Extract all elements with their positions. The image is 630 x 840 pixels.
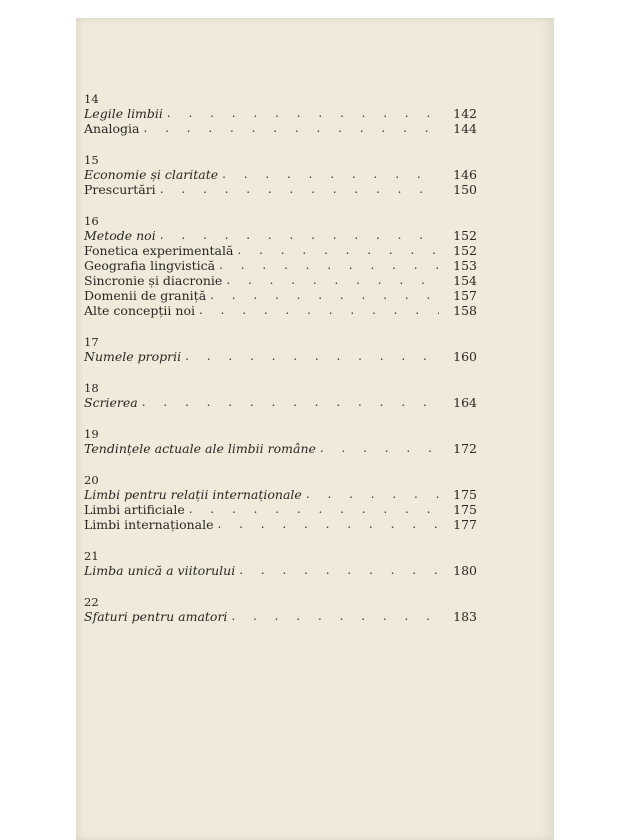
toc-entry bbox=[84, 441, 477, 456]
dot-leader bbox=[226, 273, 439, 288]
toc-section bbox=[84, 595, 477, 624]
section-number: 18 bbox=[84, 381, 99, 395]
toc-entry bbox=[84, 243, 477, 258]
section-number: 22 bbox=[84, 595, 99, 609]
entry-title: Limbi artificiale bbox=[84, 502, 185, 517]
toc-entry bbox=[84, 395, 477, 410]
toc-entry bbox=[84, 349, 477, 364]
dot-leader bbox=[210, 288, 439, 303]
dot-leader bbox=[160, 228, 439, 243]
section-number: 19 bbox=[84, 427, 99, 441]
dot-leader bbox=[306, 487, 439, 502]
toc-entry bbox=[84, 228, 477, 243]
toc-entry bbox=[84, 563, 477, 578]
entry-title: Limba unică a viitorului bbox=[84, 563, 236, 578]
dot-leader bbox=[189, 502, 439, 517]
entry-page-number: 157 bbox=[453, 288, 477, 303]
entry-page-number: 160 bbox=[453, 349, 477, 364]
section-number: 15 bbox=[84, 153, 99, 167]
entry-page-number: 175 bbox=[453, 487, 477, 502]
section-number: 21 bbox=[84, 549, 99, 563]
entry-page-number: 180 bbox=[453, 563, 477, 578]
toc-entry bbox=[84, 121, 477, 136]
entry-page-number: 175 bbox=[453, 502, 477, 517]
dot-leader bbox=[142, 395, 439, 410]
entry-page-number: 172 bbox=[453, 441, 477, 456]
toc-section bbox=[84, 427, 477, 456]
toc-section bbox=[84, 335, 477, 364]
section-number: 17 bbox=[84, 335, 99, 349]
entry-page-number: 153 bbox=[453, 258, 477, 273]
toc-entry bbox=[84, 167, 477, 182]
toc-entry bbox=[84, 273, 477, 288]
entry-page-number: 164 bbox=[453, 395, 477, 410]
entry-page-number: 146 bbox=[453, 167, 477, 182]
entry-title: Prescurtări bbox=[84, 182, 156, 197]
dot-leader bbox=[160, 182, 439, 197]
dot-leader bbox=[199, 303, 439, 318]
dot-leader bbox=[239, 563, 439, 578]
table-of-contents bbox=[84, 92, 477, 641]
entry-title: Legile limbii bbox=[84, 106, 163, 121]
section-number: 16 bbox=[84, 214, 99, 228]
toc-section bbox=[84, 473, 477, 532]
entry-title: Numele proprii bbox=[84, 349, 182, 364]
entry-title: Metode noi bbox=[84, 228, 156, 243]
toc-entry bbox=[84, 487, 477, 502]
dot-leader bbox=[167, 106, 439, 121]
entry-title: Geografia lingvistică bbox=[84, 258, 216, 273]
dot-leader bbox=[218, 517, 439, 532]
toc-entry bbox=[84, 182, 477, 197]
entry-title: Scrierea bbox=[84, 395, 138, 410]
toc-entry bbox=[84, 288, 477, 303]
entry-title: Sincronie și diacronie bbox=[84, 273, 223, 288]
dot-leader bbox=[237, 243, 439, 258]
dot-leader bbox=[231, 609, 439, 624]
toc-section bbox=[84, 549, 477, 578]
toc-entry bbox=[84, 303, 477, 318]
dot-leader bbox=[185, 349, 439, 364]
dot-leader bbox=[144, 121, 439, 136]
entry-title: Analogia bbox=[84, 121, 140, 136]
entry-title: Tendințele actuale ale limbii române bbox=[84, 441, 316, 456]
entry-title: Limbi pentru relații internaționale bbox=[84, 487, 302, 502]
entry-title: Alte concepții noi bbox=[84, 303, 195, 318]
toc-entry bbox=[84, 609, 477, 624]
entry-page-number: 183 bbox=[453, 609, 477, 624]
dot-leader bbox=[222, 167, 439, 182]
entry-title: Sfaturi pentru amatori bbox=[84, 609, 228, 624]
entry-page-number: 152 bbox=[453, 228, 477, 243]
toc-section bbox=[84, 153, 477, 197]
entry-title: Fonetica experimentală bbox=[84, 243, 234, 258]
entry-page-number: 154 bbox=[453, 273, 477, 288]
entry-page-number: 142 bbox=[453, 106, 477, 121]
toc-section bbox=[84, 92, 477, 136]
entry-title: Limbi internaționale bbox=[84, 517, 214, 532]
section-number: 20 bbox=[84, 473, 99, 487]
entry-title: Economie și claritate bbox=[84, 167, 219, 182]
section-number: 14 bbox=[84, 92, 99, 106]
entry-title: Domenii de graniță bbox=[84, 288, 207, 303]
toc-entry bbox=[84, 258, 477, 273]
dot-leader bbox=[219, 258, 439, 273]
toc-entry bbox=[84, 106, 477, 121]
entry-page-number: 144 bbox=[453, 121, 477, 136]
entry-page-number: 158 bbox=[453, 303, 477, 318]
toc-entry bbox=[84, 502, 477, 517]
entry-page-number: 177 bbox=[453, 517, 477, 532]
entry-page-number: 150 bbox=[453, 182, 477, 197]
toc-section bbox=[84, 214, 477, 318]
entry-page-number: 152 bbox=[453, 243, 477, 258]
dot-leader bbox=[320, 441, 439, 456]
toc-entry bbox=[84, 517, 477, 532]
toc-section bbox=[84, 381, 477, 410]
